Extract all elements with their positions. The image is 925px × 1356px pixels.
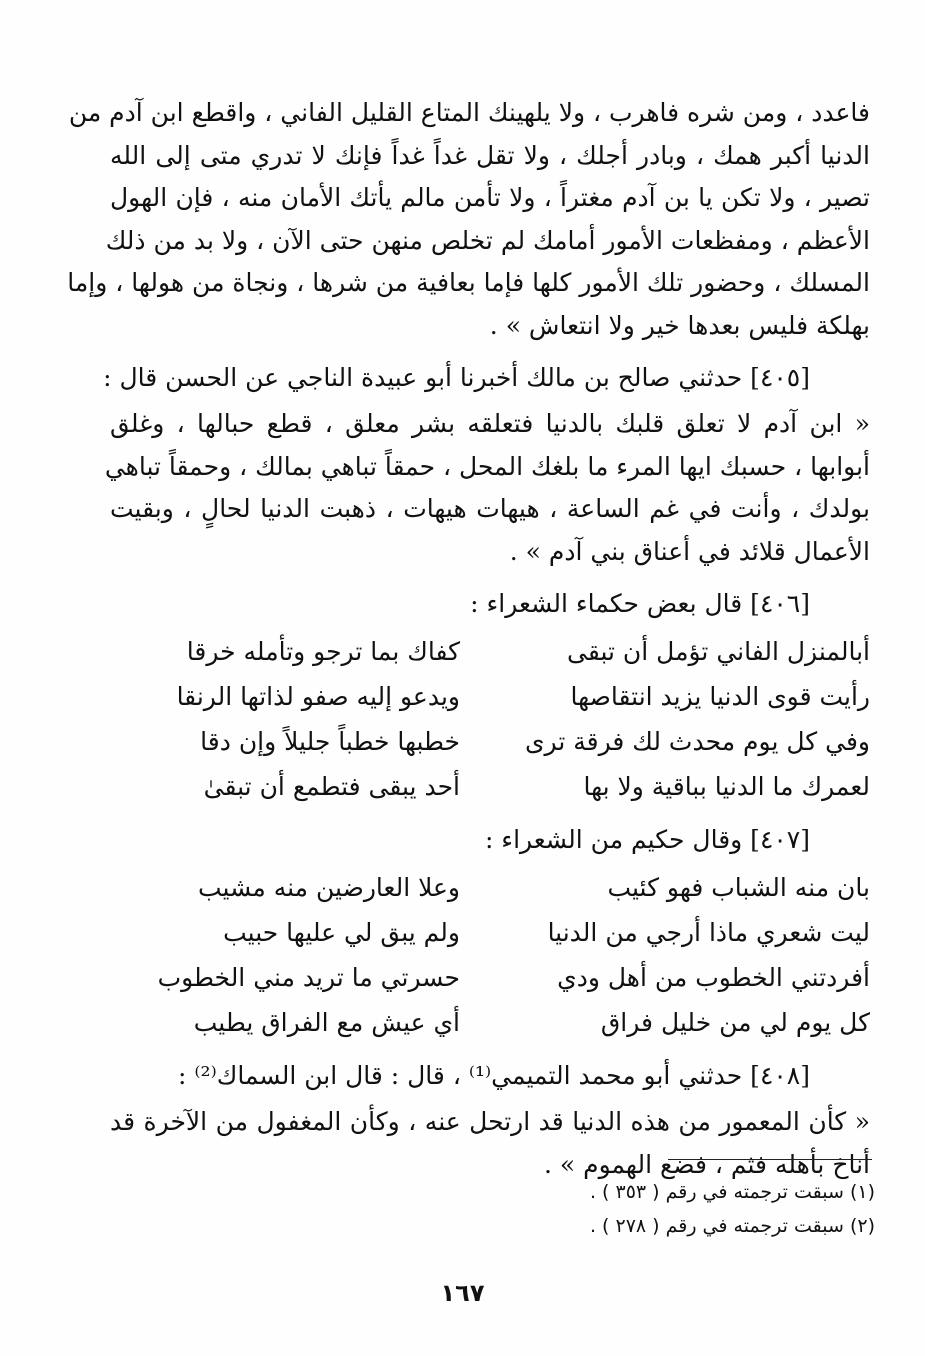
poem-verse bbox=[110, 629, 870, 674]
verse-second-half: كفاك بما ترجو وتأمله خرقا bbox=[186, 637, 460, 666]
text-line: الأعمال قلائد في أعناق بني آدم » . bbox=[509, 536, 870, 566]
text-line: « كأن المعمور من هذه الدنيا قد ارتحل عنه ، وكأن المغفول من الآخرة قد bbox=[110, 1107, 870, 1136]
entry-407-heading: [٤٠٧] وقال حكيم من الشعراء : bbox=[484, 825, 810, 854]
verse-first-half: أفردتني الخطوب من أهل ودي bbox=[557, 963, 870, 992]
poem-verse bbox=[110, 955, 870, 1000]
text-line: المسلك ، وحضور تلك الأمور كلها فإما بعافية من شرها ، ونجاة من هولها ، وإما bbox=[67, 268, 870, 297]
footnotes bbox=[455, 1175, 875, 1243]
paragraph-1 bbox=[67, 92, 870, 347]
entry-406-heading: [٤٠٦] قال بعض حكماء الشعراء : bbox=[470, 589, 810, 618]
verse-second-half: ولم يبق لي عليها حبيب bbox=[223, 918, 460, 947]
verse-first-half: لعمرك ما الدنيا بباقية ولا بها bbox=[583, 772, 870, 801]
entry-405-quote bbox=[104, 403, 870, 573]
footnote-divider bbox=[668, 1159, 872, 1160]
verse-first-half: بان منه الشباب فهو كئيب bbox=[607, 873, 870, 902]
verse-second-half: ويدعو إليه صفو لذاتها الرنقا bbox=[176, 682, 460, 711]
verse-second-half: حسرتي ما تريد مني الخطوب bbox=[157, 963, 460, 992]
entry-408-quote bbox=[110, 1101, 870, 1186]
text-line: الأعظم ، ومفظعات الأمور أمامك لم تخلص منهن حتى الآن ، ولا بد من ذلك bbox=[105, 225, 870, 255]
text-line: فاعدد ، ومن شره فاهرب ، ولا يلهينك المتاع القليل الفاني ، واقطع ابن آدم من bbox=[68, 98, 870, 127]
page-body bbox=[67, 92, 870, 1186]
entry-407-poem bbox=[110, 865, 870, 1045]
footnote-2: (٢) سبقت ترجمته في رقم ( ٢٧٨ ) . bbox=[589, 1215, 875, 1237]
text-line: أبوابها ، حسبك ايها المرء ما بلغك المحل ، حمقاً تباهي بمالك ، وحمقاً تباهي bbox=[104, 451, 870, 481]
poem-verse bbox=[110, 1000, 870, 1045]
text-line: الدنيا أكبر همك ، وبادر أجلك ، ولا تقل غداً غداً فإنك لا تدري متى إلى الله bbox=[110, 140, 870, 170]
page-number: ١٦٧ bbox=[440, 1279, 485, 1307]
footnote-1: (١) سبقت ترجمته في رقم ( ٣٥٣ ) . bbox=[589, 1181, 875, 1203]
text-line: بهلكة فليس بعدها خير ولا انتعاش » . bbox=[489, 310, 870, 340]
text-line: « ابن آدم لا تعلق قلبك بالدنيا فتعلقه بشر معلق ، قطع حبالها ، وغلق bbox=[110, 409, 870, 438]
entry-405-heading: [٤٠٥] حدثني صالح بن مالك أخبرنا أبو عبيدة الناجي عن الحسن قال : bbox=[103, 363, 810, 392]
verse-first-half: أبالمنزل الفاني تؤمل أن تبقى bbox=[567, 637, 870, 666]
verse-first-half: ليت شعري ماذا أرجي من الدنيا bbox=[547, 918, 870, 947]
poem-verse bbox=[110, 764, 870, 809]
verse-first-half: وفي كل يوم محدث لك فرقة ترى bbox=[524, 727, 870, 756]
poem-verse bbox=[110, 674, 870, 719]
verse-first-half: رأيت قوى الدنيا يزيد انتقاصها bbox=[570, 682, 870, 711]
text-line: تصير ، ولا تكن يا بن آدم مغتراً ، ولا تأمن مالم يأتك الأمان منه ، فإن الهول bbox=[110, 183, 870, 212]
text-line: أناخ بأهله فثم ، فضع الهموم » . bbox=[543, 1149, 870, 1179]
verse-second-half: وعلا العارضين منه مشيب bbox=[198, 873, 460, 902]
poem-verse bbox=[110, 910, 870, 955]
verse-first-half: كل يوم لي من خليل فراق bbox=[600, 1008, 870, 1037]
poem-verse bbox=[110, 719, 870, 764]
entry-408-heading: [٤٠٨] حدثني أبو محمد التميمي⁽¹⁾ ، قال : قال ابن السماك⁽²⁾ : bbox=[178, 1061, 810, 1090]
verse-second-half: أحد يبقى فتطمع أن تبقىٰ bbox=[203, 772, 460, 801]
verse-second-half: أي عيش مع الفراق يطيب bbox=[193, 1008, 460, 1037]
verse-second-half: خطبها خطباً جليلاً وإن دقا bbox=[200, 727, 460, 756]
poem-verse bbox=[110, 865, 870, 910]
text-line: بولدك ، وأنت في غم الساعة ، هيهات هيهات ، ذهبت الدنيا لحالٍ ، وبقيت bbox=[110, 494, 870, 523]
entry-406-poem bbox=[110, 629, 870, 809]
